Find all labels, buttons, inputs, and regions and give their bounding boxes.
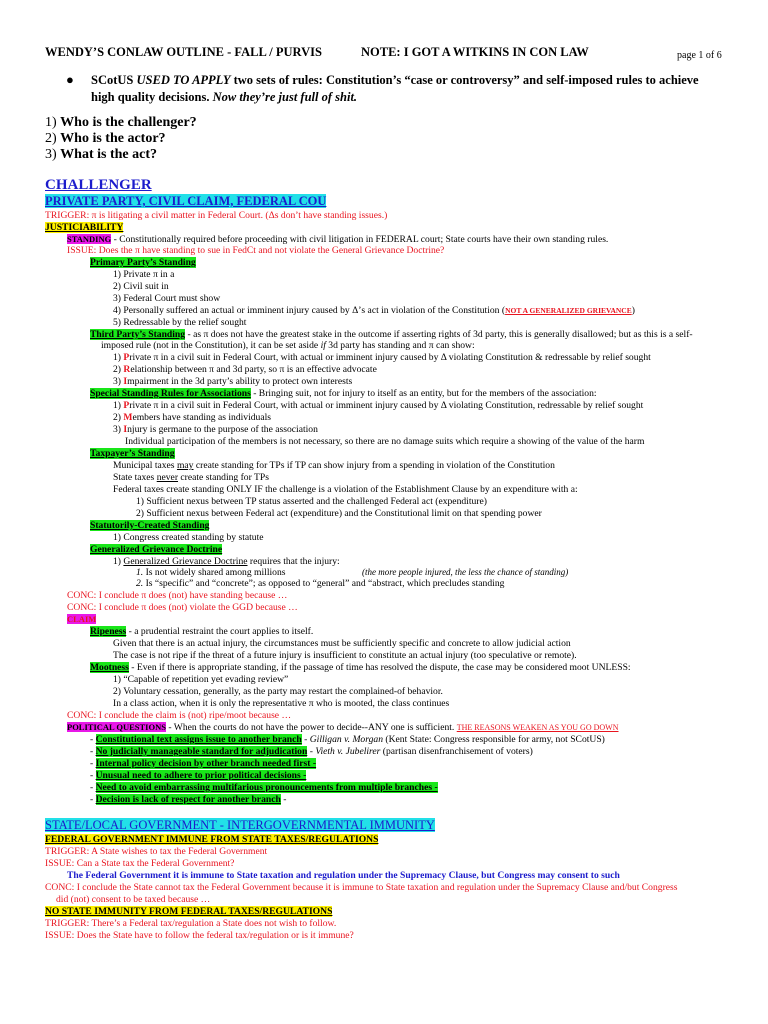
issue-standing: ISSUE: Does the π have standing to sue in FedCt and not violate the General Grievance Doctrine? bbox=[67, 245, 445, 256]
pq-item-3: - Internal policy decision by other branch needed first - bbox=[90, 758, 317, 769]
subheading-private-party: PRIVATE PARTY, CIVIL CLAIM, FEDERAL COU bbox=[45, 194, 327, 208]
issue-state-tax: ISSUE: Can a State tax the Federal Government? bbox=[45, 858, 235, 869]
conc-standing: CONC: I conclude π does (not) have standing because … bbox=[67, 590, 288, 601]
primary-item-2: 2) Civil suit in bbox=[113, 281, 169, 292]
label-claim: CLAIM bbox=[67, 614, 97, 624]
question-1: 1) Who is the challenger? bbox=[45, 115, 197, 130]
pq-item-6: - Decision is lack of respect for another branch - bbox=[90, 794, 287, 805]
assoc-item-3: 3) Injury is germane to the purpose of the association bbox=[113, 424, 318, 435]
issue-federal-tax: ISSUE: Does the State have to follow the federal tax/regulation or is it immune? bbox=[45, 930, 354, 941]
standing-line: STANDING - Constitutionally required before proceeding with civil litigation in FEDERAL court; State courts have their own standing rules. bbox=[67, 234, 609, 245]
ggd-sub-1-note: (the more people injured, the less the chance of standing) bbox=[362, 567, 569, 577]
ggd-intro: 1) Generalized Grievance Doctrine requires that the injury: bbox=[113, 556, 340, 567]
primary-item-3: 3) Federal Court must show bbox=[113, 293, 221, 304]
label-primary-standing: Primary Party’s Standing bbox=[90, 257, 196, 268]
conc-ripe-moot: CONC: I conclude the claim is (not) ripe/moot because … bbox=[67, 710, 292, 721]
question-2: 2) Who is the actor? bbox=[45, 131, 166, 146]
ggd-sub-2: 2. Is “specific” and “concrete”; as opposed to “general” and “abstract, which precludes standing bbox=[136, 578, 505, 589]
tax-line-2: State taxes never create standing for TPs bbox=[113, 472, 269, 483]
label-statutory-standing: Statutorily-Created Standing bbox=[90, 520, 210, 531]
heading-challenger: CHALLENGER bbox=[45, 177, 152, 193]
subheading-no-state-immunity: NO STATE IMMUNITY FROM FEDERAL TAXES/REGULATIONS bbox=[45, 906, 333, 917]
primary-item-1: 1) Private π in a bbox=[113, 269, 175, 280]
conc-state-tax-line1: CONC: I conclude the State cannot tax the Federal Government because it is immune to State taxation and regulation under the Supremacy Clause and/but Congress bbox=[45, 882, 678, 893]
pq-item-4: - Unusual need to adhere to prior political decisions - bbox=[90, 770, 307, 781]
label-taxpayer-standing: Taxpayer’s Standing bbox=[90, 448, 175, 459]
moot-item-3: In a class action, when it is only the representative π who is mooted, the class continues bbox=[113, 698, 450, 709]
third-item-2: 2) Relationship between π and 3d party, so π is an effective advocate bbox=[113, 364, 377, 375]
question-3: 3) What is the act? bbox=[45, 147, 157, 162]
ripeness-detail-2: The case is not ripe if the threat of a future injury is insufficient to constitute an actual injury (too speculative or remote). bbox=[113, 650, 577, 661]
pq-item-5: - Need to avoid embarrassing multifarious pronouncements from multiple branches - bbox=[90, 782, 438, 793]
header-note: NOTE: I GOT A WITKINS IN CON LAW bbox=[361, 45, 589, 59]
label-justiciability: JUSTICIABILITY bbox=[45, 222, 124, 233]
trigger-private: TRIGGER: π is litigating a civil matter in Federal Court. (Δs don’t have standing issues.) bbox=[45, 210, 388, 221]
bullet-icon: ● bbox=[66, 72, 74, 87]
assoc-note: Individual participation of the members is not necessary, so there are no damage suits which require a showing of the value of the harm bbox=[125, 436, 645, 447]
document-title: WENDY’S CONLAW OUTLINE - FALL / PURVIS bbox=[45, 45, 322, 59]
tax-line-3: Federal taxes create standing ONLY IF the challenge is a violation of the Establishment Clause by an expenditure with a: bbox=[113, 484, 578, 495]
page-number: page 1 of 6 bbox=[677, 50, 722, 61]
rule-federal-immunity: The Federal Government it is immune to State taxation and regulation under the Supremacy Clause, but Congress may consent to such bbox=[67, 870, 620, 881]
tax-item-1: 1) Sufficient nexus between TP status asserted and the challenged Federal act (expenditure) bbox=[136, 496, 487, 507]
political-questions-line: POLITICAL QUESTIONS - When the courts do not have the power to decide--ANY one is sufficient. THE REASONS WEAKEN AS YOU GO DOWN bbox=[67, 722, 619, 733]
ggd-sub-1: 1. Is not widely shared among millions bbox=[136, 567, 286, 578]
label-generalized-grievance: Generalized Grievance Doctrine bbox=[90, 544, 223, 555]
mootness-line: Mootness - Even if there is appropriate standing, if the passage of time has resolved the dispute, the case may be considered moot UNLESS: bbox=[90, 662, 631, 673]
intro-bullet-line2: high quality decisions. Now they’re just full of shit. bbox=[91, 90, 358, 104]
pq-item-1: - Constitutional text assigns issue to another branch - Gilligan v. Morgan (Kent State: Congress responsible for army, not SCotUS) bbox=[90, 734, 605, 745]
statutory-item-1: 1) Congress created standing by statute bbox=[113, 532, 264, 543]
primary-item-5: 5) Redressable by the relief sought bbox=[113, 317, 247, 328]
primary-item-4: 4) Personally suffered an actual or imminent injury caused by Δ’s act in violation of the Constitution (NOT A GENERALIZED GRIEVANCE) bbox=[113, 305, 635, 316]
third-item-1: 1) Private π in a civil suit in Federal Court, with actual or imminent injury caused by Δ violating Constitution & redressable by relief sought bbox=[113, 352, 651, 363]
trigger-federal-tax: TRIGGER: There’s a Federal tax/regulation a State does not wish to follow. bbox=[45, 918, 337, 929]
third-party-line1: Third Party’s Standing - as π does not have the greatest stake in the outcome if asserting rights of 3d party, this is generally disallowed; but as this is a self- bbox=[90, 329, 693, 340]
moot-item-2: 2) Voluntary cessation, generally, as the party may restart the complained-of behavior. bbox=[113, 686, 443, 697]
ripeness-detail-1: Given that there is an actual injury, the circumstances must be sufficiently specific and concrete to allow judicial action bbox=[113, 638, 571, 649]
heading-state-local: STATE/LOCAL GOVERNMENT - INTERGOVERNMENTAL IMMUNITY bbox=[45, 818, 435, 832]
pq-item-2: - No judicially manageable standard for adjudication - Vieth v. Jubelirer (partisan disenfranchisement of voters) bbox=[90, 746, 533, 757]
intro-bullet-line1: SCotUS USED TO APPLY two sets of rules: Constitution’s “case or controversy” and self-imposed rules to achieve bbox=[91, 73, 699, 87]
tax-item-2: 2) Sufficient nexus between Federal act (expenditure) and the Constitutional limit on that spending power bbox=[136, 508, 542, 519]
associations-line: Special Standing Rules for Associations - Bringing suit, not for injury to itself as an entity, but for the members of the association: bbox=[90, 388, 597, 399]
assoc-item-1: 1) Private π in a civil suit in Federal Court, with actual or imminent injury caused by Δ violating Constitution, redressable by relief sought bbox=[113, 400, 644, 411]
moot-item-1: 1) “Capable of repetition yet evading review” bbox=[113, 674, 289, 685]
assoc-item-2: 2) Members have standing as individuals bbox=[113, 412, 272, 423]
ripeness-line: Ripeness - a prudential restraint the court applies to itself. bbox=[90, 626, 314, 637]
conc-ggd: CONC: I conclude π does (not) violate the GGD because … bbox=[67, 602, 298, 613]
trigger-state-tax: TRIGGER: A State wishes to tax the Federal Government bbox=[45, 846, 268, 857]
conc-state-tax-line2: did (not) consent to be taxed because … bbox=[56, 894, 211, 905]
third-item-3: 3) Impairment in the 3d party’s ability to protect own interests bbox=[113, 376, 353, 387]
subheading-federal-immune: FEDERAL GOVERNMENT IMMUNE FROM STATE TAXES/REGULATIONS bbox=[45, 834, 379, 845]
tax-line-1: Municipal taxes may create standing for TPs if TP can show injury from a spending in violation of the Constitution bbox=[113, 460, 555, 471]
third-party-line2: imposed rule (not in the Constitution), it can be set aside if 3d party has standing and π can show: bbox=[101, 340, 475, 351]
